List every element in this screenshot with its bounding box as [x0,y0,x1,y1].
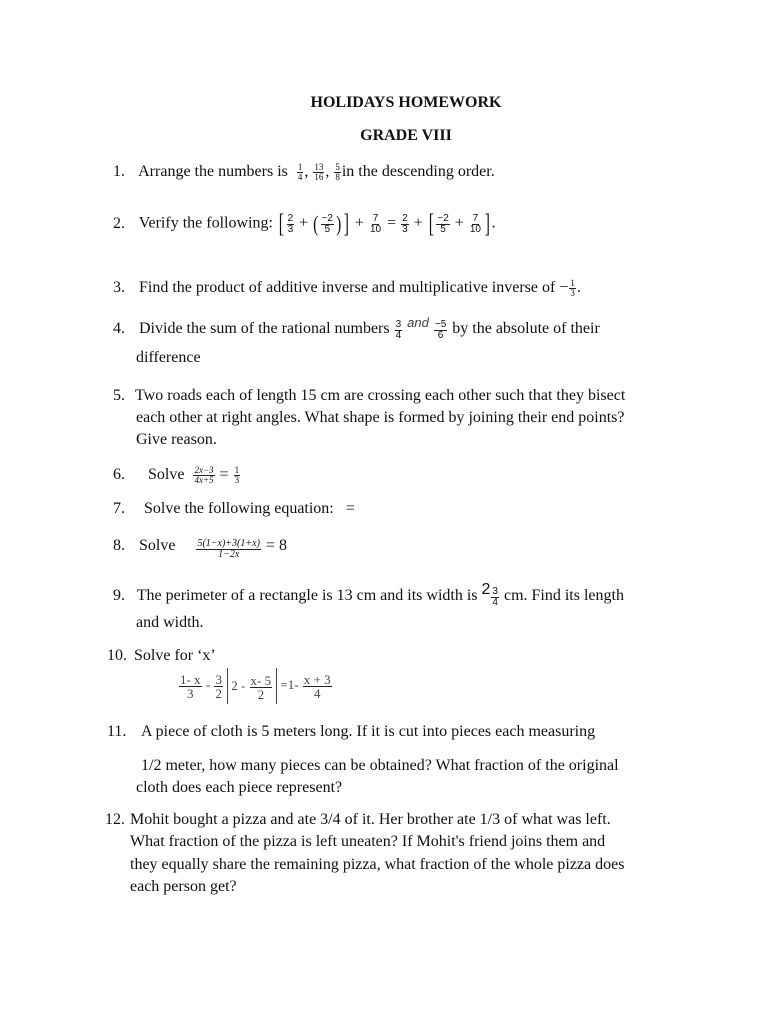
fraction: $\frac{-2}{5}$ [321,212,333,235]
question-number: 10. [107,647,127,664]
question-number: 4. [113,320,125,337]
question-7: 7. Solve the following equation: = [113,497,355,520]
question-text: Arrange the numbers is [138,163,288,180]
question-11: 11. A piece of cloth is 5 meters long. If it is cut into pieces each measuring [107,720,595,743]
question-text: Verify the following: [138,214,273,232]
question-number: 11. [107,723,127,740]
fraction: $\frac{13}{16}$ [314,161,324,182]
question-text: Find the product of additive inverse and multiplicative inverse of [139,279,556,296]
fraction: $\frac{5(1-x)+3(1+x)}{1-2x}$ [197,538,260,560]
question-11-line: cloth does each piece represent? [136,779,343,796]
question-9: 9. The perimeter of a rectangle is 13 cm and its width is 2 $\frac{3}{4}$ cm. Find its length [113,581,624,608]
fraction: $\frac{2x-3}{4x+5}$ [194,464,214,485]
question-number: 6. [113,466,125,483]
question-number: 7. [113,500,125,517]
fraction: $\frac{2}{3}$ [402,212,408,235]
question-number: 12. [105,811,125,828]
fraction: $\frac{3}{4}$ [492,586,498,608]
fraction: $\frac{x- 5}{2}$ [250,672,272,702]
page-title: HOLIDAYS HOMEWORK [310,94,502,111]
page-subtitle: GRADE VIII [360,127,452,144]
question-11-line: 1/2 meter, how many pieces can be obtained? What fraction of the original [141,757,619,774]
fraction: $\frac{1}{3}$ [234,464,240,485]
question-5-line: Give reason. [136,431,217,448]
fraction: $\frac{1}{3}$ [570,277,575,298]
fraction: $\frac{2}{3}$ [287,212,294,235]
fraction: $\frac{3}{4}$ [395,319,402,341]
question-5-line: each other at right angles. What shape is formed by joining their end points? [136,409,625,426]
question-4: 4. Divide the sum of the rational numbers $\frac{3}{4}$ $^{and}$ $\frac{-5}{6}$ by the absolute of their [113,315,600,341]
question-10: 10. Solve for ‘x’ [107,644,216,667]
fraction: $\frac{x + 3}{4}$ [303,671,331,701]
question-number: 5. [113,387,125,404]
fraction: $\frac{7}{10}$ [369,212,382,235]
question-10-equation: $\frac{1- x}{3}$ - $\frac{3}{2}$ 2 - $\frac{x- 5}{2}$ =1- $\frac{x + 3}{4}$ [178,668,333,704]
fraction: $\frac{5}{8}$ [335,161,340,182]
question-number: 9. [113,587,125,604]
fraction: $\frac{1- x}{3}$ [180,671,201,701]
question-12: 12. Mohit bought a pizza and ate 3/4 of it. Her brother ate 1/3 of what was left. [105,808,611,831]
question-number: 3. [113,279,125,296]
question-1: 1. Arrange the numbers is $\frac{1}{4}$ , $\frac{13}{16}$ , $\frac{5}{8}$ in the descending order. [113,161,495,182]
fraction: $\frac{3}{2}$ [215,671,222,701]
question-2: 2. Verify the following: [ $\frac{2}{3}$ + ( $\frac{-2}{5}$ ) ] + $\frac{7}{10}$ = $\frac{2}{3}$ + [ $\frac{-2}{5}$ + $\frac{7}{10}$ ] . [113,209,496,238]
question-5: 5. Two roads each of length 15 cm are crossing each other such that they bisect [113,384,625,407]
fraction: $\frac{-2}{5}$ [437,212,449,235]
question-12-line: each person get? [130,878,237,895]
question-tail: by the absolute of their [452,320,600,337]
question-number: 2. [113,214,125,232]
question-number: 8. [113,537,125,554]
fraction: $\frac{7}{10}$ [469,212,481,235]
question-text: Divide the sum of the rational numbers [139,320,390,337]
fraction: $\frac{1}{4}$ [297,161,303,182]
question-6: 6. Solve $\frac{2x-3}{4x+5}$ = $\frac{1}{3}$ [113,464,240,485]
question-9-continued: and width. [136,614,204,631]
question-12-line: they equally share the remaining pizza, what fraction of the whole pizza does [130,856,625,873]
question-3: 3. Find the product of additive inverse and multiplicative inverse of − $\frac{1}{3}$ . [113,277,581,298]
fraction: $\frac{-5}{6}$ [434,319,447,341]
question-number: 1. [113,163,125,180]
question-12-line: What fraction of the pizza is left uneaten? If Mohit's friend joins them and [130,833,606,850]
question-tail: in the descending order. [341,163,495,180]
question-4-continued: difference [136,349,201,366]
question-8: 8. Solve $\frac{5(1-x)+3(1+x)}{1-2x}$ = 8 [113,534,287,560]
